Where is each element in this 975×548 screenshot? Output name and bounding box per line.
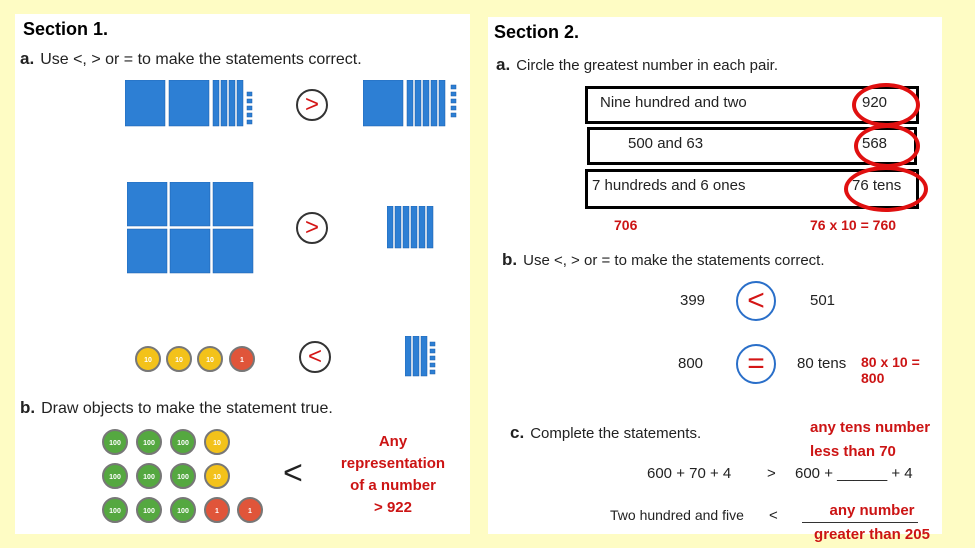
- coin-hundred: 100: [102, 497, 128, 523]
- section-2-panel: [488, 17, 942, 534]
- statement-note-2: [799, 499, 945, 547]
- coin-ten: 10: [166, 346, 192, 372]
- question-2b-text: Use <, > or = to make the statements correct.: [523, 252, 825, 269]
- statement-note-line: greater than 205: [814, 526, 930, 543]
- coin-hundred: 100: [170, 429, 196, 455]
- coin-hundred: 100: [170, 497, 196, 523]
- section-2-title: Section 2.: [494, 22, 580, 42]
- compare-right-1: 501: [810, 292, 836, 309]
- pair-note-left: 706: [614, 217, 638, 233]
- compare-left-1: 399: [680, 292, 706, 309]
- section-1-title: Section 1.: [23, 19, 109, 39]
- statement-note-line: less than 70: [810, 443, 896, 460]
- statement-symbol-1: >: [767, 465, 776, 482]
- statement-right-1: 600 + ______ + 4: [795, 465, 913, 482]
- answer-circle-2: [854, 124, 920, 168]
- coin-ten: 10: [204, 429, 230, 455]
- compare-note-2: 80 x 10 = 800: [861, 354, 920, 386]
- draw-answer-line: > 922: [374, 499, 412, 516]
- base-ten-blocks-left-2: [127, 182, 257, 277]
- draw-answer-line: Any: [378, 433, 408, 450]
- question-1b: [20, 398, 333, 418]
- question-1b-letter: b.: [20, 398, 36, 417]
- draw-answer-line: representation: [340, 455, 446, 472]
- coin-one: 1: [204, 497, 230, 523]
- answer-circle-1: [852, 83, 920, 127]
- question-1a-letter: a.: [20, 49, 35, 68]
- statement-symbol-2: <: [769, 507, 778, 524]
- coin-ten: 10: [197, 346, 223, 372]
- compare-right-2: 80 tens: [797, 355, 847, 372]
- compare-answer-1: <: [736, 281, 776, 321]
- statement-note-line: any number: [829, 502, 915, 519]
- section-1-panel: [15, 14, 470, 534]
- question-2a: [496, 55, 778, 75]
- pair-right-1: 920: [862, 94, 888, 111]
- statement-note-1: [810, 416, 930, 464]
- coin-hundred: 100: [102, 429, 128, 455]
- comparison-answer-1: >: [296, 89, 328, 121]
- pair-right-3: 76 tens: [852, 177, 902, 194]
- coin-hundred: 100: [170, 463, 196, 489]
- statement-left-2: Two hundred and five: [610, 507, 744, 523]
- answer-circle-3: [844, 166, 928, 212]
- coin-one: 1: [237, 497, 263, 523]
- question-1a: [20, 49, 362, 69]
- question-2b-letter: b.: [502, 250, 518, 269]
- base-ten-blocks-left-1: [125, 80, 270, 130]
- compare-answer-2: =: [736, 344, 776, 384]
- comparison-answer-2: >: [296, 212, 328, 244]
- draw-comparison-symbol: <: [283, 454, 303, 492]
- coin-hundred: 100: [136, 429, 162, 455]
- compare-left-2: 800: [678, 355, 704, 372]
- pair-left-1: Nine hundred and two: [600, 94, 747, 111]
- coin-hundred: 100: [102, 463, 128, 489]
- comparison-answer-3: <: [299, 341, 331, 373]
- question-2a-letter: a.: [496, 55, 511, 74]
- statement-note-line: any tens number: [810, 419, 931, 436]
- coin-hundred: 100: [136, 463, 162, 489]
- coin-hundred: 100: [136, 497, 162, 523]
- base-ten-blocks-right-3: [405, 336, 440, 378]
- draw-answer-line: of a number: [350, 477, 436, 494]
- pair-note-right: 76 x 10 = 760: [810, 217, 897, 233]
- coin-ten: 10: [204, 463, 230, 489]
- base-ten-blocks-right-2: [387, 206, 442, 251]
- coin-one: 1: [229, 346, 255, 372]
- question-2c-letter: c.: [510, 423, 525, 442]
- pair-right-2: 568: [862, 135, 888, 152]
- question-1a-text: Use <, > or = to make the statements correct.: [40, 51, 362, 68]
- base-ten-blocks-right-1: [363, 80, 463, 130]
- draw-answer-note: [323, 431, 463, 519]
- question-2c-text: Complete the statements.: [530, 425, 702, 442]
- pair-left-3: 7 hundreds and 6 ones: [592, 177, 746, 194]
- question-1b-text: Draw objects to make the statement true.: [41, 400, 333, 417]
- question-2a-text: Circle the greatest number in each pair.: [516, 57, 778, 74]
- question-2b: [502, 250, 825, 270]
- coin-ten: 10: [135, 346, 161, 372]
- question-2c: [510, 423, 701, 443]
- pair-left-2: 500 and 63: [628, 135, 704, 152]
- statement-left-1: 600 + 70 + 4: [647, 465, 732, 482]
